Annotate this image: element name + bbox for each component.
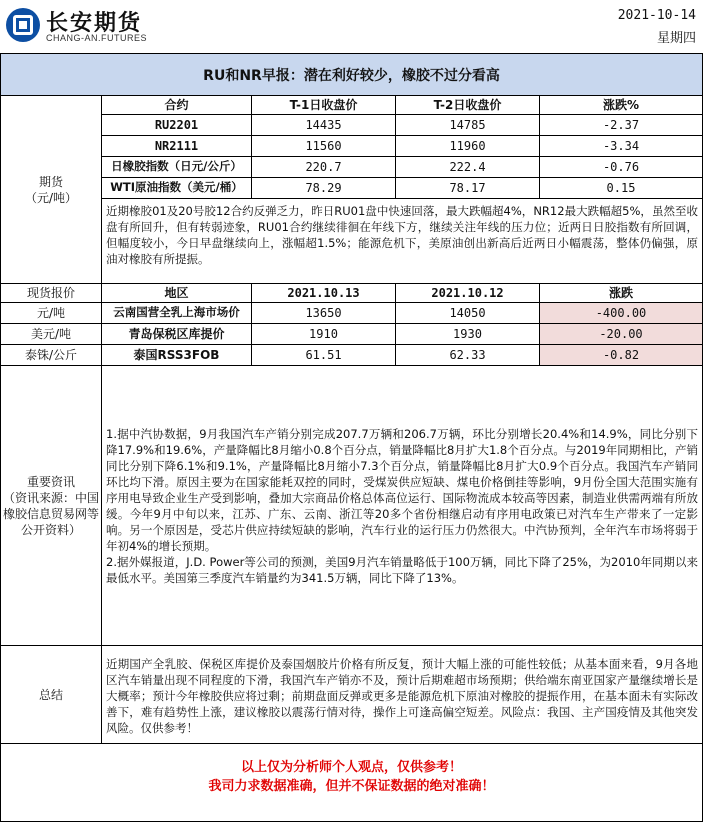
report-title: RU和NR早报：潜在利好较少，橡胶不过分看高 (1, 54, 702, 96)
futures-row-change: -2.37 (540, 115, 702, 136)
spot-col-date2: 2021.10.12 (396, 284, 540, 303)
futures-row-t2: 222.4 (396, 157, 540, 178)
disclaimer-line: 以上仅为分析师个人观点，仅供参考！ (240, 760, 462, 775)
company-logo-icon (6, 8, 40, 42)
spot-row-d2: 62.33 (396, 345, 540, 366)
futures-col-t2: T-2日收盘价 (396, 96, 540, 115)
spot-row-name: 青岛保税区库提价 (102, 324, 252, 345)
disclaimer-line: 我司力求数据准确，但并不保证数据的绝对准确！ (208, 779, 495, 794)
futures-col-t1: T-1日收盘价 (252, 96, 396, 115)
futures-row-name: WTI原油指数（美元/桶） (102, 178, 252, 199)
futures-row-change: -3.34 (540, 136, 702, 157)
futures-row-t2: 14785 (396, 115, 540, 136)
spot-row-change: -0.82 (540, 345, 702, 366)
disclaimer (1, 744, 702, 823)
report-weekday: 星期四 (656, 31, 696, 46)
futures-row-t2: 78.17 (396, 178, 540, 199)
spot-row-d1: 1910 (252, 324, 396, 345)
futures-row-t1: 14435 (252, 115, 396, 136)
spot-col-change: 涨跌 (540, 284, 702, 303)
summary-content: 近期国产全乳胶、保税区库提价及泰国烟胶片价格有所反复，预计大幅上涨的可能性较低；从基本面来看，9月各地区汽车销量出现不同程度的下滑，我国汽车产销亦不及，预计后期难超市场预期；供给端东南亚国家产量继续增长是大概率；预计今年橡胶供应将过剩；前期盘面反弹或更多是能源危机下原油对橡胶的提振作用，在基本面未有实际改善下，难有趋势性上涨，建议橡胶以震荡行情对待，操作上可逢高偏空短差。风险点：我国、主产国疫情及其他突发风险。仅供参考！ (102, 646, 702, 744)
report-header (0, 0, 704, 50)
spot-section-label: 现货报价 (1, 284, 102, 303)
spot-row-name: 云南国营全乳上海市场价 (102, 303, 252, 324)
spot-row-change: -20.00 (540, 324, 702, 345)
news-content (102, 366, 702, 646)
report-table (0, 53, 703, 822)
news-item: 1.据中汽协数据，9月我国汽车产销分别完成207.7万辆和206.7万辆，环比分别增长20.4%和14.9%，同比分别下降17.9%和19.6%，产量降幅比8月缩小0.8个百分点，销量降幅比8月扩大1.8个百分点。与2019年同期相比，产销同比分别下降6.1%和9.1%，产量降幅比8月缩小7.3个百分点，销量降幅比8月扩大0.9个百分点。我国汽车产销同环比均下滑。原因主要为在国家能耗双控的同时，受煤炭供应短缺、煤电价格倒挂等影响，9月份全国大范围实施有序用电导致企业生产受到影响，叠加大宗商品价格总体高位运行、国际物流成本较高等因素，制造业供需两端有所放缓。今年9月中旬以来，江苏、广东、云南、浙江等20多个省份相继启动有序用电政策已对汽车生产带来了一定影响。另一个原因是，受芯片供应持续短缺的影响，汽车行业的运行压力仍然很大。中汽协预判，全年汽车市场将弱于年初4%的增长预期。 (106, 427, 698, 553)
futures-col-contract: 合约 (102, 96, 252, 115)
spot-row-d2: 1930 (396, 324, 540, 345)
futures-row-t1: 220.7 (252, 157, 396, 178)
futures-row-name: RU2201 (102, 115, 252, 136)
futures-row-t2: 11960 (396, 136, 540, 157)
logo-english-name: CHANG-AN.FUTURES (46, 33, 148, 43)
futures-row-t1: 78.29 (252, 178, 396, 199)
spot-row-name: 泰国RSS3FOB (102, 345, 252, 366)
summary-section-label: 总结 (1, 646, 102, 744)
futures-row-name: NR2111 (102, 136, 252, 157)
futures-col-change: 涨跌% (540, 96, 702, 115)
logo-chinese-name: 长安期货 (46, 11, 143, 36)
futures-row-change: 0.15 (540, 178, 702, 199)
spot-row-unit: 泰铢/公斤 (1, 345, 102, 366)
futures-row-name: 日橡胶指数（日元/公斤） (102, 157, 252, 178)
futures-section-label: 期货 （元/吨） (1, 96, 102, 284)
spot-col-region: 地区 (102, 284, 252, 303)
spot-row-unit: 美元/吨 (1, 324, 102, 345)
news-item: 2.据外媒报道，J.D. Power等公司的预测，美国9月汽车销量略低于100万辆，同比下降了25%，为2010年同期以来最低水平。美国第三季度汽车销量约为341.5万辆，同比下降了13%。 (106, 555, 698, 585)
news-section-label: 重要资讯 （资讯来源：中国橡胶信息贸易网等公开资料） (1, 366, 102, 646)
spot-row-d1: 61.51 (252, 345, 396, 366)
futures-row-change: -0.76 (540, 157, 702, 178)
spot-row-d2: 14050 (396, 303, 540, 324)
report-date: 2021-10-14 (617, 8, 696, 23)
spot-row-change: -400.00 (540, 303, 702, 324)
spot-row-d1: 13650 (252, 303, 396, 324)
spot-col-date1: 2021.10.13 (252, 284, 396, 303)
futures-row-t1: 11560 (252, 136, 396, 157)
futures-commentary: 近期橡胶01及20号胶12合约反弹乏力，昨日RU01盘中快速回落，最大跌幅超4%，NR12最大跌幅超5%，虽然至收盘有所回升，但有转弱迹象，RU01合约继续徘徊在年线下方，继续关注年线的压力位；近两日日胶指数有所回调，但幅度较小，今日早盘继续向上，涨幅超1.5%；能源危机下，美原油创出新高后近两日小幅震荡，整体仍偏强，原油对橡胶有所提振。 (102, 199, 702, 284)
spot-row-unit: 元/吨 (1, 303, 102, 324)
